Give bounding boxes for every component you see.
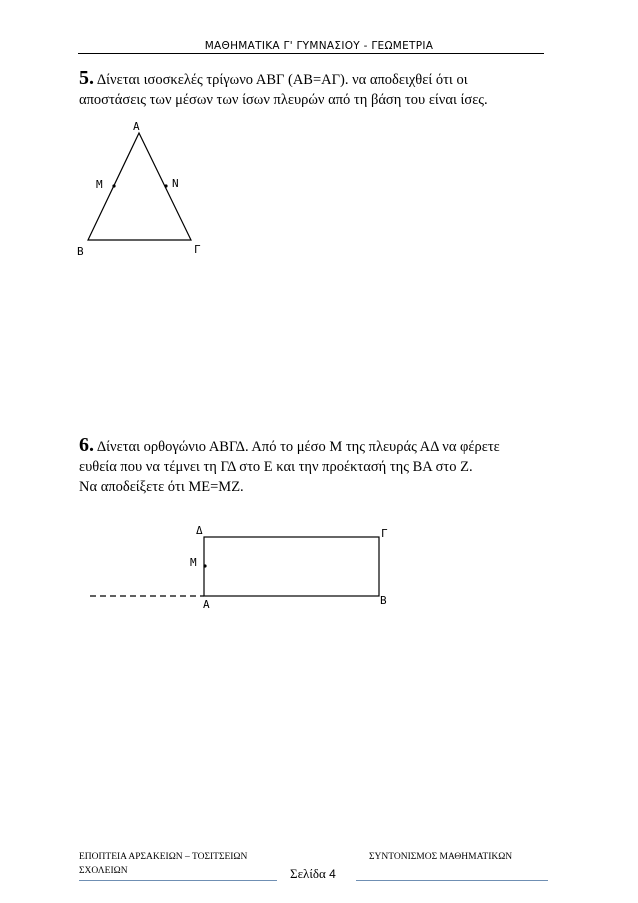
footer-left-line2: ΣΧΟΛΕΙΩΝ [79,866,128,876]
footer-left-line1: ΕΠΟΠΤΕΙΑ ΑΡΣΑΚΕΙΩΝ – ΤΟΣΙΤΣΕΙΩΝ [79,852,248,862]
label-vertex-g: Γ [381,527,388,540]
footer-right [369,850,512,864]
problem-5-text-line1: Δίνεται ισοσκελές τρίγωνο ΑΒΓ (ΑΒ=ΑΓ). να αποδειχθεί ότι οι [96,72,468,88]
page-number [290,866,336,882]
page-number-value: 4 [329,867,336,881]
problem-5-number: 5. [79,67,94,89]
label-vertex-b: Β [77,245,84,258]
label-vertex-a: Α [203,598,210,611]
problem-6-text-line3: Να αποδείξετε ότι ΜΕ=ΜΖ. [79,479,244,495]
problem-6-text-line2: ευθεία που να τέμνει τη ΓΔ στο Ε και την προέκτασή της ΒΑ στο Ζ. [79,459,473,475]
problem-6-number: 6. [79,434,94,456]
page-header-title: ΜΑΘΗΜΑΤΙΚΑ Γ' ΓΥΜΝΑΣΙΟΥ - ΓΕΩΜΕΤΡΙΑ [204,40,434,52]
footer-left [79,850,247,878]
midpoint-m-dot [203,564,206,567]
label-vertex-a: Α [133,120,140,133]
page-word: Σελίδα [290,866,326,881]
label-point-n: Ν [172,177,179,190]
footer-rule-left [79,880,277,881]
rectangle-abgd [204,537,379,596]
label-vertex-b: Β [380,594,387,607]
label-point-m: Μ [96,178,103,191]
footer-rule-right [356,880,548,881]
label-vertex-d: Δ [196,524,203,537]
problem-5-text-line2: αποστάσεις των μέσων των ίσων πλευρών από τη βάση του είναι ίσες. [79,92,488,108]
problem-6-text-line1: Δίνεται ορθογώνιο ΑΒΓΔ. Από το μέσο Μ της πλευράς ΑΔ να φέρετε [96,439,500,455]
footer-right-line1: ΣΥΝΤΟΝΙΣΜΟΣ ΜΑΘΗΜΑΤΙΚΩΝ [369,852,513,862]
label-vertex-g: Γ [194,243,201,256]
label-point-m: Μ [190,556,197,569]
